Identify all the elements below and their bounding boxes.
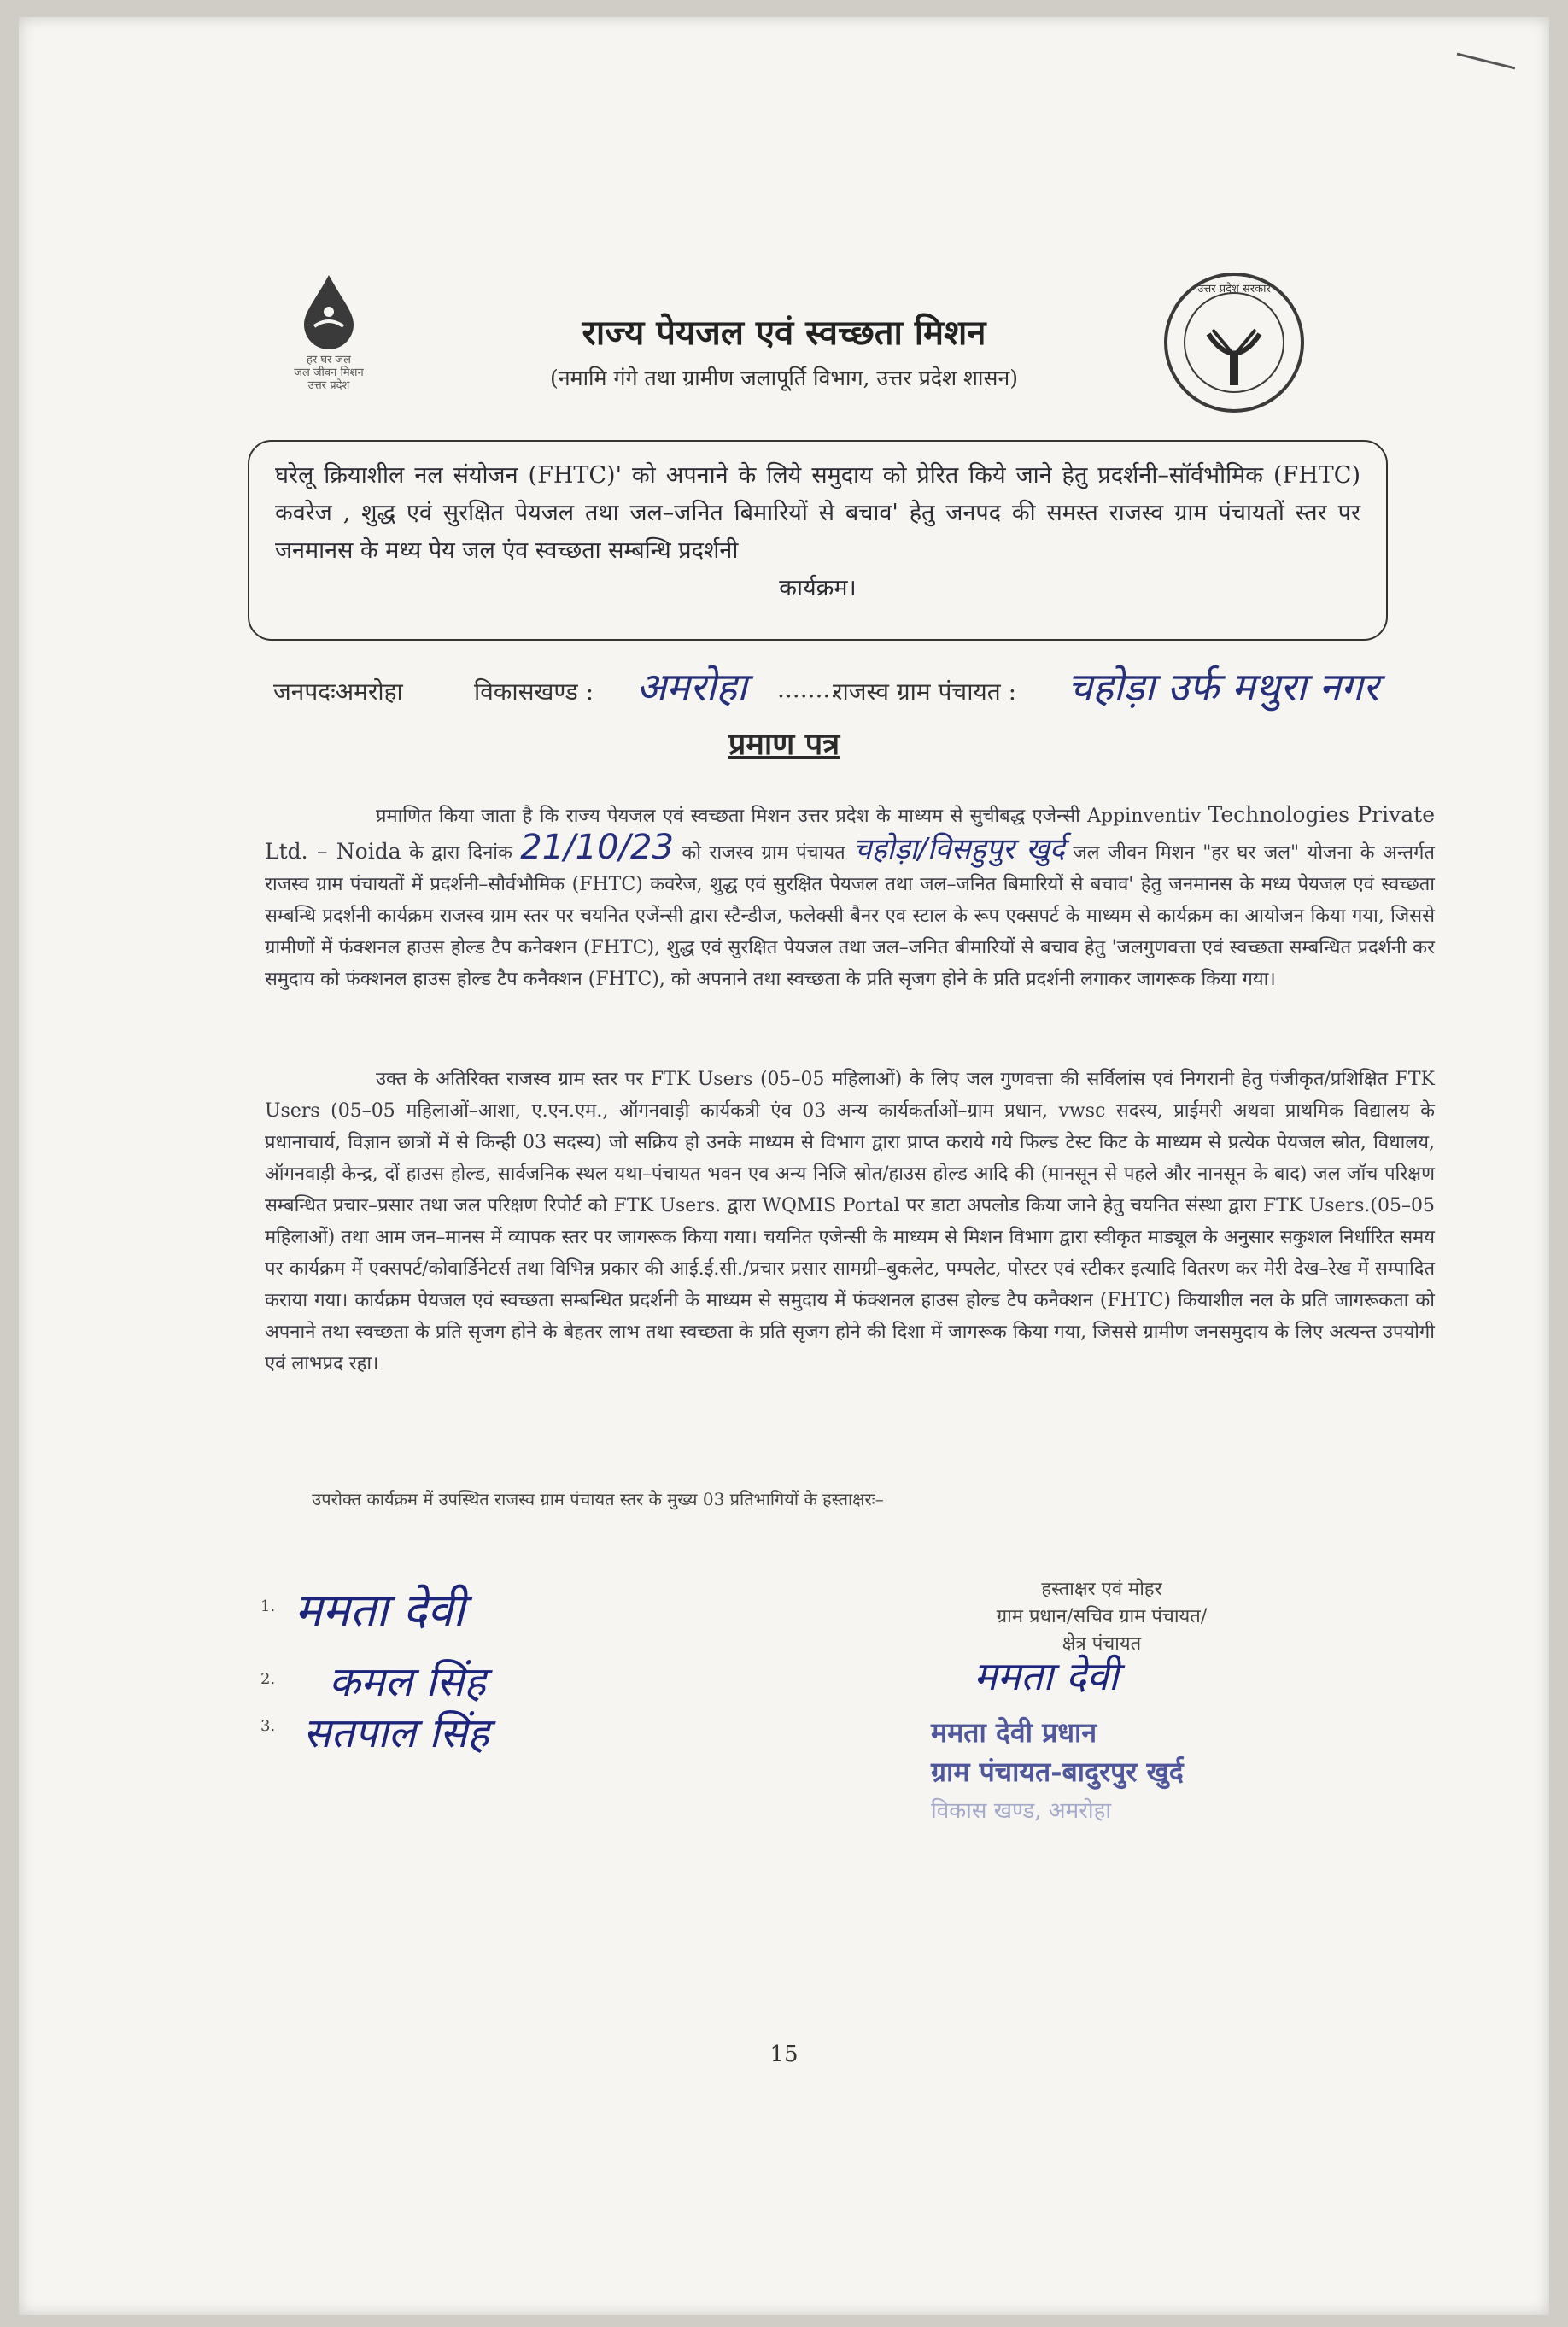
logo-caption: हर घर जल जल जीवन मिशन उत्तर प्रदेश — [294, 354, 364, 392]
sig-number-2: 2. — [260, 1670, 276, 1688]
stamp-line-2: ग्राम प्रधान/सचिव ग्राम पंचायत/ — [996, 1606, 1208, 1627]
certificate-title: प्रमाण पत्र — [728, 726, 840, 762]
stamp-name: ममता देवी प्रधान — [931, 1716, 1097, 1749]
program-description-box — [248, 440, 1388, 641]
district-value: अमरोहा — [335, 677, 403, 706]
pradhan-signature: ममता देवी — [974, 1653, 1119, 1699]
block-dots: ........ — [777, 675, 839, 703]
participant-signature-1: ममता देवी — [295, 1583, 465, 1637]
pradhan-stamp — [931, 1713, 1184, 1831]
signature-caption: उपरोक्त कार्यक्रम में उपस्थित राजस्व ग्राम पंचायत स्तर के मुख्य 03 प्रतिभागियों के हस्ताक्षरः– — [312, 1489, 884, 1509]
district-field — [273, 675, 403, 707]
date-handwritten: 21/10/23 — [520, 828, 674, 867]
gram-panchayat-label: राजस्व ग्राम पंचायत : — [833, 677, 1016, 706]
sig-number-3: 3. — [260, 1717, 276, 1735]
participant-signature-2: कमल सिंह — [329, 1658, 486, 1706]
block-value-handwritten: अमरोहा — [636, 664, 747, 710]
p1-body: जल जीवन मिशन "हर घर जल" योजना के अन्तर्गत राजस्व ग्राम पंचायतों में प्रदर्शनी–सौर्वभौमिक (FHTC) कवरेज, शुद्ध एवं सुरक्षित पेयजल तथा जल–जनित बिमारियों से बचाव' हेतु जनमानस के मध्य पेयजल एवं स्वच्छता सम्बन्धि प्रदर्शनी कार्यक्रम राजस्व ग्राम स्तर पर चयनित एजेंन्सी द्वारा स्टैन्डीज, फलेक्सी बैनर एव स्टाल के रूप एक्सपर्ट के माध्यम से कार्यक्रम का आयोजन किया गया, जिससे ग्रामीणों में फंक्शनल हाउस होल्ड टैप कनेक्शन (FHTC), शुद्ध एवं सुरक्षित पेयजल तथा जल–जनित बीमारियों से बचाव हेतु 'जलगुणवत्ता एवं स्वच्छता सम्बन्धित प्रदर्शनी कर समुदाय को फंक्शनल हाउस होल्ड टैप कनैक्शन (FHTC), को अपनाने तथा स्वच्छता के प्रति सृजग होने के प्रति प्रदर्शनी लगाकर जागरूक किया गया। — [265, 842, 1435, 990]
box-text-last: कार्यक्रम। — [779, 575, 857, 601]
p1-gp-label: को राजस्व ग्राम पंचायत — [682, 842, 845, 864]
page-number: 15 — [769, 2042, 799, 2067]
box-text: घरेलू क्रियाशील नल संयोजन (FHTC)' को अपनाने के लिये समुदाय को प्रेरित किये जाने हेतु प्रदर्शनी–सॉर्वभौमिक (FHTC) कवरेज , शुद्ध एवं सुरक्षित पेयजल तथा जल–जनित बिमारियों से बचाव' हेतु जनपद की समस्त राजस्व ग्राम पंचायतों स्तर पर जनमानस के मध्य पेय जल एंव स्वच्छता सम्बन्धि प्रदर्शनी — [275, 462, 1360, 564]
agency-name: Technologies Private Ltd. – Noida — [265, 802, 1435, 864]
gram-panchayat-value-handwritten: चहोड़ा उर्फ मथुरा नगर — [1068, 664, 1379, 710]
document-title: राज्य पेयजल एवं स्वच्छता मिशन — [582, 313, 986, 353]
paragraph-1 — [265, 799, 1435, 995]
stamp-gram-panchayat: ग्राम पंचायत-बादुरपुर खुर्द — [931, 1756, 1184, 1788]
stamp-line-1: हस्ताक्षर एवं मोहर — [1041, 1579, 1162, 1600]
seal-text: उत्तर प्रदेश सरकार — [1197, 283, 1271, 296]
paragraph-2 — [265, 1064, 1435, 1380]
block-label: विकासखण्ड : — [474, 677, 594, 706]
sig-number-1: 1. — [260, 1597, 276, 1615]
stamp-block: विकास खण्ड, अमरोहा — [931, 1798, 1112, 1824]
p1-intro: प्रमाणित किया जाता है कि राज्य पेयजल एवं स्वच्छता मिशन उत्तर प्रदेश के माध्यम से सुचीबद्ध एजेन्सी Appinventiv — [376, 806, 1202, 827]
district-label: जनपदः — [273, 677, 336, 706]
p1-date-label: के द्वारा दिनांक — [409, 842, 512, 864]
document-subtitle: (नमामि गंगे तथा ग्रामीण जलापूर्ति विभाग, उत्तर प्रदेश शासन) — [549, 366, 1019, 390]
gram-panchayat-handwritten: चहोड़ा/विसहुपुर खुर्द — [853, 832, 1065, 866]
stamp-instruction — [922, 1576, 1281, 1658]
participant-signature-3: सतपाल सिंह — [303, 1709, 489, 1757]
stamp-line-3: क्षेत्र पंचायत — [1062, 1633, 1142, 1655]
p2-body: उक्त के अतिरिक्त राजस्व ग्राम स्तर पर FTK Users (05–05 महिलाओं) के लिए जल गुणवत्ता की सर्विलांस एवं निगरानी हेतु पंजीकृत/प्रशिक्षित FTK Users (05–05 महिलाओं–आशा, ए.एन.एम., ऑगनवाड़ी कार्यकत्री एंव 03 अन्य कार्यकर्ताओं–ग्राम प्रधान, vwsc सदस्य, प्राईमरी अथवा प्राथमिक विद्यालय के प्रधानाचार्य, विज्ञान छात्रों में से किन्ही 03 सदस्य) जो सक्रिय हो उनके माध्यम से विभाग द्वारा प्राप्त कराये गये फिल्ड टेस्ट किट के माध्यम से प्रत्येक पेयजल स्रोत, विधालय, ऑगनवाड़ी केन्द्र, दों हाउस होल्ड, सार्वजनिक स्थल यथा–पंचायत भवन एव अन्य निजि स्रोत/हाउस होल्ड आदि की (मानसून से पहले और नानसून के बाद) जल जॉच परिक्षण सम्बन्धित प्रचार–प्रसार तथा जल परिक्षण रिपोर्ट को FTK Users. द्वारा WQMIS Portal पर डाटा अपलोड किया जाने हेतु चयनित संस्था द्वारा FTK Users.(05–05 महिलाओं) तथा आम जन–मानस में व्यापक स्तर पर जागरूक किया गया। चयनित एजेन्सी के माध्यम से मिशन विभाग द्वारा स्वीकृत माड्यूल के अनुसार सकुशल निर्धारित समय पर कार्यक्रम में एक्सपर्ट/कोवार्डिनेटर्स तथा विभिन्न प्रकार की आई.ई.सी./प्रचार प्रसार सामग्री–बुकलेट, पम्पलेट, पोस्टर एवं स्टीकर इत्यादि वितरण कर मेरी देख–रेख में सम्पादित कराया गया। कार्यक्रम पेयजल एवं स्वच्छता सम्बन्धित प्रदर्शनी के माध्यम से समुदाय में फंक्शनल हाउस होल्ड टैप कनैक्शन (FHTC) कियाशील नल के प्रति जागरूकता को अपनाने तथा स्वच्छता के प्रति सृजग होने के बेहतर लाभ तथा स्वच्छता के प्रति सृजग होने की दिशा में जागरूक किया गया, जिससे ग्रामीण जनसमुदाय के लिए अत्यन्त उपयोगी एवं लाभप्रद रहा। — [265, 1069, 1435, 1375]
